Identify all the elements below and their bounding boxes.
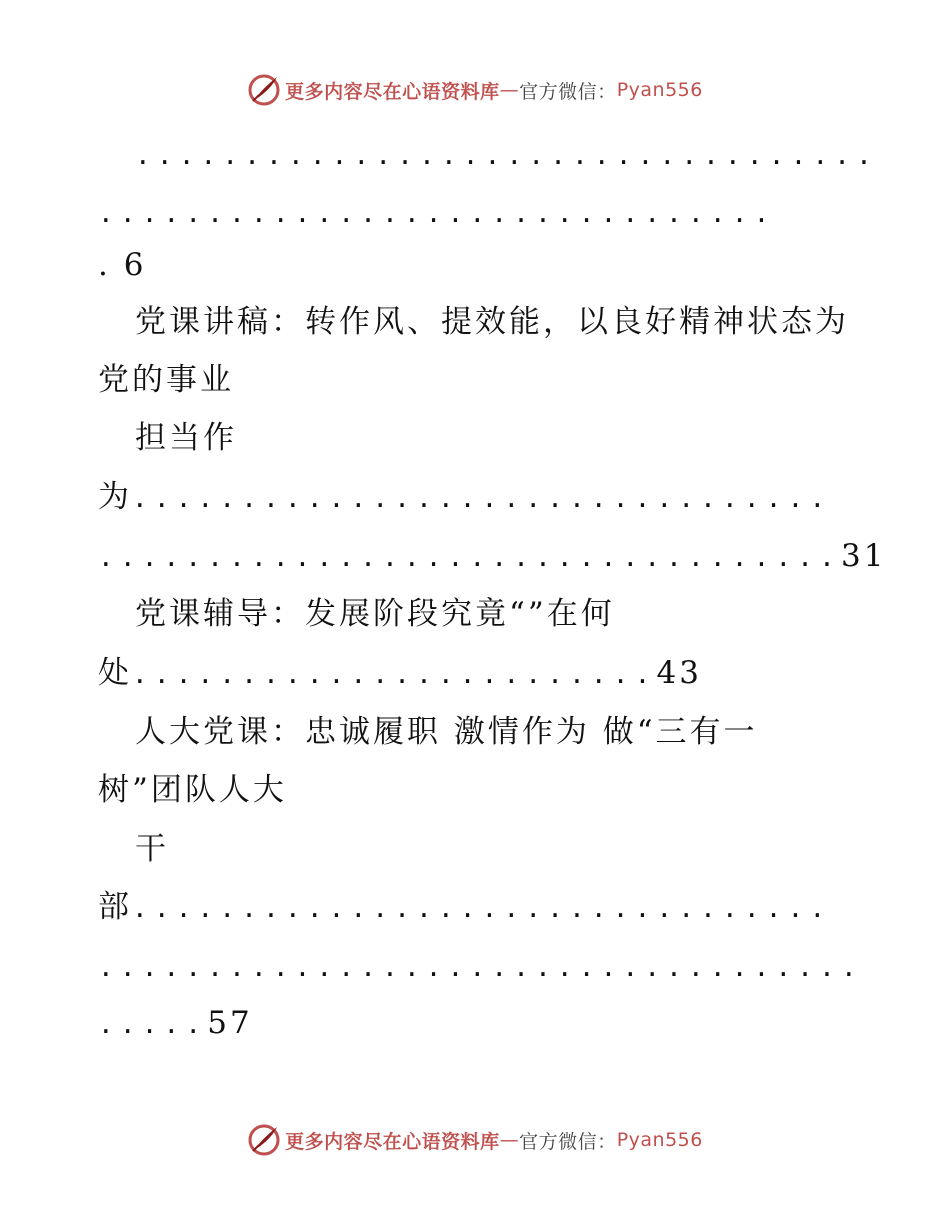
toc-leader-dots: .....	[98, 1010, 208, 1040]
toc-leader-dots: ................................	[132, 894, 832, 924]
toc-entry0-dots-line2	[98, 192, 775, 234]
toc-entry3-title-line4[interactable]	[98, 887, 831, 929]
toc-entry2-title-line2[interactable]	[98, 653, 702, 695]
toc-leader-dots: ..................................	[98, 543, 842, 573]
footer-banner	[0, 1120, 950, 1160]
toc-entry3-title-line3[interactable]: 干	[135, 831, 169, 867]
toc-entry1-title-line1[interactable]: 党课讲稿：转作风、提效能，以良好精神状态为	[135, 304, 849, 340]
footer-main-text: 更多内容尽在心语资料库	[285, 1130, 500, 1153]
feather-pen-logo-icon	[247, 73, 281, 107]
toc-entry3-title-line2[interactable]: 树”团队人大	[98, 772, 287, 808]
toc-leader-dots: ...............................	[98, 199, 776, 229]
header-wechat-label: 官方微信：	[519, 80, 617, 103]
toc-page-number: 57	[207, 1005, 253, 1041]
toc-entry1-title-line2[interactable]: 党的事业	[98, 362, 234, 398]
toc-entry1-title-line4[interactable]	[98, 477, 831, 519]
toc-leader-dots: ................................	[132, 484, 832, 514]
toc-entry3-dots-line5	[98, 946, 863, 988]
footer-dash: —	[499, 1129, 520, 1151]
footer-wechat-label: 官方微信：	[519, 1130, 617, 1153]
header-dash: —	[499, 79, 520, 101]
toc-entry1-dots-line5[interactable]	[98, 536, 886, 578]
toc-entry1-title-line3[interactable]: 担当作	[135, 420, 237, 456]
toc-entry3-dots-line6[interactable]	[98, 1003, 253, 1045]
toc-page-number: 43	[656, 655, 702, 691]
toc-title-char: 为	[98, 479, 132, 515]
toc-page-number: 31	[841, 538, 887, 574]
toc-leader-dots: ........................	[132, 660, 657, 690]
toc-entry2-title-line1[interactable]: 党课辅导：发展阶段究竟“”在何	[135, 596, 615, 632]
toc-entry0-page	[98, 245, 146, 285]
header-wechat-id: Pyan556	[616, 79, 703, 101]
toc-leader-dots: ...................................	[98, 953, 863, 983]
footer-wechat-id: Pyan556	[616, 1129, 703, 1151]
toc-page-number[interactable]: . 6	[98, 247, 147, 283]
toc-title-char: 部	[98, 889, 132, 925]
header-main-text: 更多内容尽在心语资料库	[285, 80, 500, 103]
toc-title-char: 处	[98, 655, 132, 691]
toc-leader-dots: ..................................	[135, 141, 879, 171]
feather-pen-logo-icon	[247, 1123, 281, 1157]
toc-entry3-title-line1[interactable]: 人大党课：忠诚履职 激情作为 做“三有一	[135, 714, 758, 750]
header-banner	[0, 70, 950, 110]
toc-entry0-dots-line1	[135, 134, 878, 176]
